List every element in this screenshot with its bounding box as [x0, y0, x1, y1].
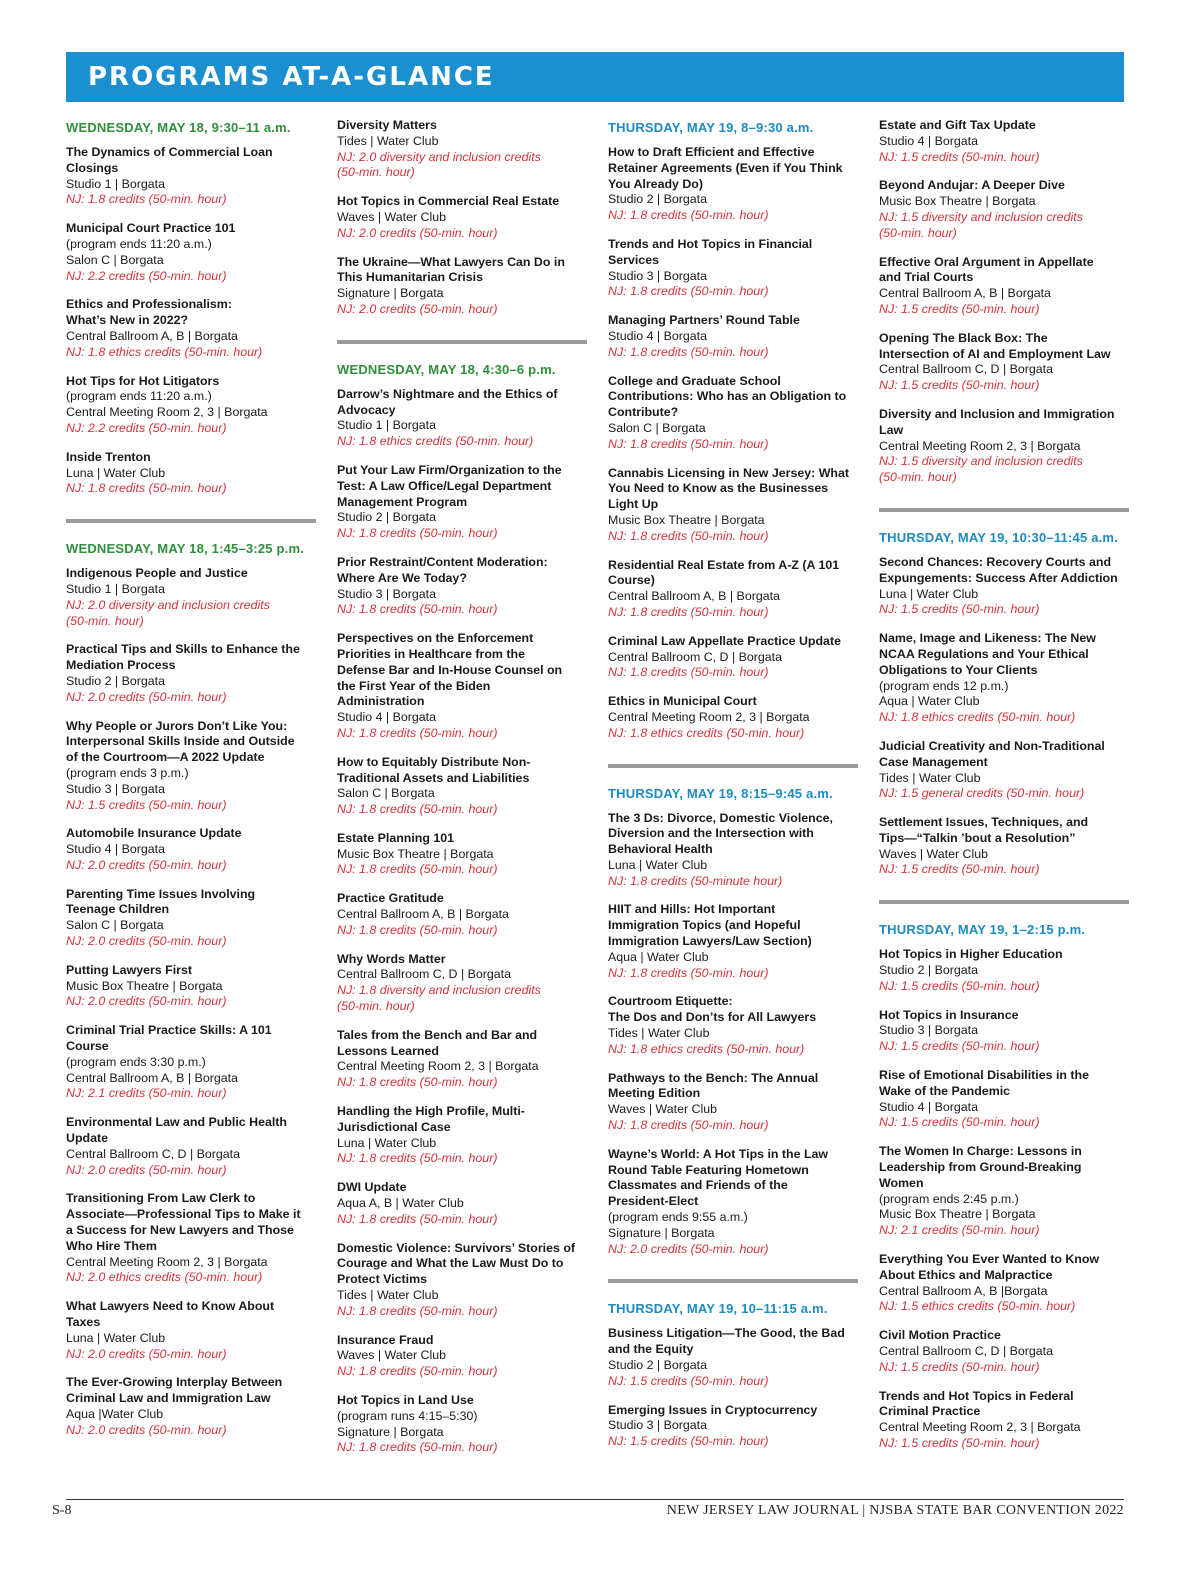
program-entry: [337, 1028, 587, 1091]
program-entry: [608, 1403, 858, 1450]
program-title: Criminal Law Appellate Practice Update: [608, 633, 841, 648]
program-title: Put Your Law Firm/Organization to the Test: A Law Office/Legal Department Management Program: [337, 462, 562, 509]
program-title: College and Graduate School Contributions: Who has an Obligation to Contribute?: [608, 373, 847, 420]
program-entry: [337, 631, 587, 742]
program-venue: Central Ballroom A, B | Borgata: [879, 286, 1051, 301]
program-title: Parenting Time Issues Involving Teenage Children: [66, 886, 256, 917]
program-entry: [337, 952, 587, 1015]
program-venue: Salon C | Borgata: [66, 918, 164, 933]
program-title: Cannabis Licensing in New Jersey: What You Need to Know as the Businesses Light Up: [608, 465, 849, 512]
program-entry: [879, 1389, 1129, 1452]
program-title: Second Chances: Recovery Courts and Expungements: Success After Addiction: [879, 554, 1118, 585]
program-venue: Studio 1 | Borgata: [66, 581, 165, 596]
program-credits: NJ: 1.8 credits (50-min. hour): [337, 526, 498, 541]
program-credits: NJ: 2.0 credits (50-min. hour): [337, 225, 498, 240]
program-venue: Central Ballroom C, D | Borgata: [66, 1146, 241, 1161]
program-credits: NJ: 1.8 credits (50-min. hour): [337, 1075, 498, 1090]
program-venue: Studio 3 | Borgata: [337, 586, 436, 601]
program-venue: Studio 4 | Borgata: [879, 1099, 978, 1114]
program-title: Insurance Fraud: [337, 1332, 434, 1347]
program-venue: Luna | Water Club: [66, 465, 166, 480]
program-title: Civil Motion Practice: [879, 1328, 1001, 1343]
program-note: (program runs 4:15–5:30): [337, 1408, 478, 1423]
program-entry: [879, 947, 1129, 994]
program-credits: NJ: 1.5 credits (50-min. hour): [879, 1436, 1040, 1450]
program-entry: [608, 902, 858, 981]
column-4: [879, 118, 1129, 1465]
program-title: Opening The Black Box: The Intersection of AI and Employment Law: [879, 330, 1111, 361]
program-venue: Luna | Water Club: [337, 1135, 437, 1150]
program-credits: NJ: 1.5 credits (50-min. hour): [879, 301, 1040, 316]
program-title: Transitioning From Law Clerk to Associate—Professional Tips to Make it a Success for New Lawyers and Those Who Hire Them: [66, 1191, 301, 1253]
program-entry: [66, 566, 316, 629]
program-entry: [608, 811, 858, 890]
program-credits: NJ: 1.5 credits (50-min. hour): [66, 797, 227, 812]
program-credits: NJ: 1.5 credits (50-min. hour): [879, 1039, 1040, 1054]
program-credits: NJ: 1.8 credits (50-min. hour): [66, 481, 227, 496]
session-heading: WEDNESDAY, MAY 18, 4:30–6 p.m.: [337, 361, 556, 377]
program-note: (program ends 12 p.m.): [879, 678, 1009, 693]
session-heading: THURSDAY, MAY 19, 10:30–11:45 a.m.: [879, 529, 1119, 545]
program-title: Name, Image and Likeness: The New NCAA Regulations and Your Ethical Obligations to Your Clients: [879, 631, 1096, 677]
session-divider: [337, 340, 587, 344]
program-title: Criminal Trial Practice Skills: A 101 Course: [66, 1023, 272, 1054]
program-note: (program ends 9:55 a.m.): [608, 1210, 748, 1225]
program-title: Hot Tips for Hot Litigators: [66, 373, 220, 388]
program-credits: NJ: 2.2 credits (50-min. hour): [66, 268, 227, 283]
program-credits: NJ: 2.0 credits (50-min. hour): [337, 301, 498, 316]
program-credits: NJ: 2.0 credits (50-min. hour): [66, 857, 227, 872]
program-venue: Central Ballroom A, B |Borgata: [879, 1283, 1048, 1298]
program-credits: NJ: 2.0 credits (50-min. hour): [66, 934, 227, 949]
program-title: Hot Topics in Land Use: [337, 1393, 474, 1407]
program-credits: NJ: 1.8 credits (50-min. hour): [608, 604, 769, 619]
session-divider: [608, 764, 858, 768]
program-title: HIIT and Hills: Hot Important Immigration Topics (and Hopeful Immigration Lawyers/Law Section): [608, 902, 812, 949]
program-entry: [608, 558, 858, 621]
column-1: [66, 118, 316, 1452]
program-entry: [608, 994, 858, 1057]
program-entry: [879, 739, 1129, 802]
program-venue: Studio 2 | Borgata: [879, 963, 978, 978]
program-entry: [66, 642, 316, 705]
program-credits: NJ: 1.8 credits (50-min. hour): [337, 862, 498, 877]
program-venue: Salon C | Borgata: [337, 786, 435, 801]
program-venue: Signature | Borgata: [337, 1424, 444, 1439]
program-credits: NJ: 1.8 credits (50-min. hour): [337, 1151, 498, 1166]
program-title: Domestic Violence: Survivors’ Stories of Courage and What the Law Must Do to Protect Victims: [337, 1240, 576, 1287]
program-venue: Luna | Water Club: [66, 1330, 166, 1345]
program-note: Aqua A, B | Water Club: [337, 1196, 464, 1211]
program-credits: NJ: 1.8 diversity and inclusion credits (50-min. hour): [337, 983, 541, 1014]
program-venue: Central Meeting Room 2, 3 | Borgata: [66, 1254, 268, 1269]
program-entry: [879, 631, 1129, 726]
program-title: What Lawyers Need to Know About Taxes: [66, 1299, 275, 1330]
program-title: Prior Restraint/Content Moderation: Where Are We Today?: [337, 554, 548, 585]
program-note: (program ends 11:20 a.m.): [66, 389, 212, 404]
program-credits: NJ: 2.0 credits (50-min. hour): [66, 1346, 227, 1361]
program-credits: NJ: 2.0 diversity and inclusion credits (50-min. hour): [337, 149, 541, 180]
program-venue: Waves | Water Club: [608, 1102, 718, 1117]
program-title: Why People or Jurors Don’t Like You: Interpersonal Skills Inside and Outside of the Courtroom—A 2022 Update: [66, 718, 295, 765]
program-title: Inside Trenton: [66, 449, 151, 464]
program-credits: NJ: 1.8 credits (50-min. hour): [608, 528, 769, 543]
program-title: Ethics in Municipal Court: [608, 694, 757, 709]
program-credits: NJ: 1.8 credits (50-min. hour): [337, 802, 498, 817]
program-venue: Central Meeting Room 2, 3 | Borgata: [66, 405, 268, 420]
program-venue: Tides | Water Club: [608, 1026, 710, 1041]
program-title: Residential Real Estate from A-Z (A 101 Course): [608, 557, 840, 588]
publication-name: NEW JERSEY LAW JOURNAL | NJSBA STATE BAR CONVENTION 2022: [666, 1503, 1124, 1518]
program-credits: NJ: 1.8 ethics credits (50-min. hour): [879, 710, 1076, 725]
program-credits: NJ: 2.0 credits (50-min. hour): [66, 689, 227, 704]
program-venue: Music Box Theatre | Borgata: [879, 1207, 1036, 1222]
program-credits: NJ: 1.8 credits (50-min. hour): [337, 602, 498, 617]
footer-rule: [66, 1499, 1124, 1500]
program-credits: NJ: 1.8 credits (50-min. hour): [608, 284, 769, 299]
program-venue: Tides | Water Club: [879, 770, 981, 785]
program-title: Hot Topics in Commercial Real Estate: [337, 194, 560, 209]
program-entry: [608, 634, 858, 681]
program-credits: NJ: 1.5 credits (50-min. hour): [879, 149, 1040, 164]
program-title: Estate and Gift Tax Update: [879, 118, 1036, 132]
program-venue: Central Meeting Room 2, 3 | Borgata: [879, 1420, 1081, 1435]
program-note: (program ends 11:20 a.m.): [66, 236, 212, 251]
program-title: Handling the High Profile, Multi- Jurisdictional Case: [337, 1104, 525, 1134]
program-credits: NJ: 1.8 ethics credits (50-min. hour): [66, 344, 263, 359]
program-title: Darrow’s Nightmare and the Ethics of Advocacy: [337, 386, 558, 417]
program-venue: Tides | Water Club: [337, 1288, 439, 1303]
program-entry: [879, 1008, 1129, 1055]
program-venue: Studio 4 | Borgata: [337, 710, 436, 725]
program-credits: NJ: 1.8 credits (50-min. hour): [337, 1211, 498, 1226]
program-venue: Salon C | Borgata: [66, 252, 164, 267]
program-credits: NJ: 1.8 ethics credits (50-min. hour): [337, 434, 534, 449]
program-entry: [337, 255, 587, 318]
program-venue: Signature | Borgata: [608, 1225, 715, 1240]
program-title: Managing Partners’ Round Table: [608, 313, 800, 328]
session-heading: THURSDAY, MAY 19, 8–9:30 a.m.: [608, 120, 814, 135]
program-venue: Studio 4 | Borgata: [879, 133, 978, 148]
program-venue: Luna | Water Club: [608, 857, 708, 872]
program-venue: Luna | Water Club: [879, 586, 979, 601]
program-venue: Music Box Theatre | Borgata: [337, 846, 494, 861]
section-banner: [66, 52, 1124, 102]
session-heading: WEDNESDAY, MAY 18, 9:30–11 a.m.: [66, 120, 291, 135]
program-credits: NJ: 2.0 credits (50-min. hour): [66, 994, 227, 1009]
program-entry: [608, 1071, 858, 1134]
program-title: DWI Update: [337, 1180, 407, 1195]
program-entry: [879, 331, 1129, 394]
program-credits: NJ: 1.5 credits (50-min. hour): [879, 978, 1040, 993]
program-venue: Central Ballroom C, D | Borgata: [879, 362, 1054, 377]
program-venue: Central Ballroom C, D | Borgata: [337, 967, 512, 982]
program-venue: Music Box Theatre | Borgata: [66, 978, 223, 993]
program-entry: [337, 118, 587, 181]
program-entry: [337, 555, 587, 618]
session-heading: THURSDAY, MAY 19, 8:15–9:45 a.m.: [608, 785, 833, 801]
program-venue: Studio 4 | Borgata: [66, 842, 165, 857]
program-entry: [66, 1191, 316, 1286]
page-title: PROGRAMS AT-A-GLANCE: [88, 62, 495, 92]
session-heading: THURSDAY, MAY 19, 10–11:15 a.m.: [608, 1301, 828, 1317]
program-credits: NJ: 1.5 credits (50-min. hour): [608, 1373, 769, 1388]
program-entry: [879, 1328, 1129, 1375]
program-venue: Central Ballroom A, B | Borgata: [608, 589, 780, 604]
program-credits: NJ: 1.5 credits (50-min. hour): [608, 1434, 769, 1449]
program-entry: [337, 1180, 587, 1227]
program-title: Environmental Law and Public Health Update: [66, 1115, 288, 1146]
program-venue: Studio 2 | Borgata: [66, 673, 165, 688]
program-venue: Central Ballroom C, D | Borgata: [879, 1344, 1054, 1359]
program-title: Hot Topics in Insurance: [879, 1007, 1019, 1022]
program-credits: NJ: 1.5 credits (50-min. hour): [879, 1115, 1040, 1130]
program-venue: Central Meeting Room 2, 3 | Borgata: [337, 1059, 539, 1074]
program-entry: [66, 1023, 316, 1102]
program-entry: [608, 374, 858, 453]
program-title: The 3 Ds: Divorce, Domestic Violence, Diversion and the Intersection with Behavioral Health: [608, 810, 833, 857]
program-note: (program ends 2:45 p.m.): [879, 1191, 1019, 1206]
column-2: [337, 118, 587, 1469]
program-venue: Studio 4 | Borgata: [608, 328, 707, 343]
program-entry: [337, 1333, 587, 1380]
program-title: Judicial Creativity and Non-Traditional Case Management: [879, 738, 1105, 769]
program-credits: NJ: 1.8 credits (50-min. hour): [337, 1440, 498, 1455]
program-credits: NJ: 2.0 credits (50-min. hour): [608, 1241, 769, 1256]
program-entry: [879, 118, 1129, 165]
program-title: Diversity Matters: [337, 118, 437, 132]
program-venue: Studio 2 | Borgata: [608, 192, 707, 207]
program-credits: NJ: 1.8 ethics credits (50-min. hour): [608, 725, 805, 740]
program-venue: Central Ballroom A, B | Borgata: [66, 328, 238, 343]
program-venue: Studio 2 | Borgata: [608, 1358, 707, 1373]
program-credits: NJ: 1.5 credits (50-min. hour): [879, 1359, 1040, 1374]
program-venue: Studio 2 | Borgata: [337, 510, 436, 525]
program-venue: Aqua | Water Club: [608, 949, 709, 964]
program-entry: [879, 1068, 1129, 1131]
program-venue: Central Meeting Room 2, 3 | Borgata: [879, 438, 1081, 453]
program-entry: [66, 719, 316, 814]
program-title: Rise of Emotional Disabilities in the Wake of the Pandemic: [879, 1068, 1089, 1098]
program-title: Courtroom Etiquette: The Dos and Don’ts for All Lawyers: [608, 994, 817, 1025]
page-number: S-8: [52, 1503, 72, 1518]
program-credits: NJ: 2.0 credits (50-min. hour): [66, 1422, 227, 1437]
program-title: Practice Gratitude: [337, 891, 444, 906]
program-entry: [879, 1144, 1129, 1239]
program-title: How to Equitably Distribute Non- Traditional Assets and Liabilities: [337, 754, 531, 785]
program-credits: NJ: 1.8 credits (50-min. hour): [608, 665, 769, 680]
program-title: Diversity and Inclusion and Immigration Law: [879, 406, 1115, 437]
program-credits: NJ: 1.8 credits (50-minute hour): [608, 873, 783, 888]
session-divider: [608, 1279, 858, 1283]
program-venue: Tides | Water Club: [337, 133, 439, 148]
program-title: The Women In Charge: Lessons in Leadership from Ground-Breaking Women: [879, 1144, 1082, 1190]
program-title: The Ever-Growing Interplay Between Criminal Law and Immigration Law: [66, 1375, 283, 1406]
program-venue: Central Meeting Room 2, 3 | Borgata: [608, 709, 810, 724]
program-entry: [337, 1241, 587, 1320]
program-credits: NJ: 1.8 credits (50-min. hour): [608, 344, 769, 359]
program-venue: Aqua | Water Club: [879, 694, 980, 709]
program-entry: [608, 466, 858, 545]
program-title: Settlement Issues, Techniques, and Tips—“Talkin ’bout a Resolution”: [879, 815, 1089, 845]
program-entry: [337, 755, 587, 818]
program-credits: NJ: 1.5 credits (50-min. hour): [879, 378, 1040, 393]
program-entry: [337, 194, 587, 241]
program-entry: [66, 450, 316, 497]
program-venue: Central Ballroom A, B | Borgata: [337, 907, 509, 922]
program-venue: Music Box Theatre | Borgata: [608, 512, 765, 527]
program-title: Tales from the Bench and Bar and Lessons Learned: [337, 1027, 538, 1058]
program-entry: [879, 178, 1129, 241]
column-3: [608, 118, 858, 1463]
program-credits: NJ: 1.8 credits (50-min. hour): [608, 436, 769, 451]
program-note: (program ends 3 p.m.): [66, 765, 189, 780]
program-title: How to Draft Efficient and Effective Retainer Agreements (Even if You Think You Already Do): [608, 145, 843, 191]
program-credits: NJ: 1.8 credits (50-min. hour): [337, 922, 498, 937]
program-venue: Studio 3 | Borgata: [608, 1418, 707, 1433]
program-title: Estate Planning 101: [337, 830, 455, 845]
program-entry: [608, 145, 858, 224]
program-credits: NJ: 2.0 credits (50-min. hour): [66, 1162, 227, 1177]
program-title: Hot Topics in Higher Education: [879, 947, 1063, 962]
program-entry: [66, 374, 316, 437]
program-entry: [66, 221, 316, 284]
program-title: Municipal Court Practice 101: [66, 221, 236, 236]
program-title: Perspectives on the Enforcement Priorities in Healthcare from the Defense Bar and In-House Counsel on the First Year of the Biden Administration: [337, 631, 563, 709]
program-credits: NJ: 1.8 credits (50-min. hour): [337, 1364, 498, 1379]
program-credits: NJ: 1.8 credits (50-min. hour): [337, 725, 498, 740]
program-title: Business Litigation—The Good, the Bad and the Equity: [608, 1326, 845, 1357]
program-venue: Studio 3 | Borgata: [879, 1023, 978, 1038]
program-venue: Aqua |Water Club: [66, 1407, 164, 1421]
program-venue: Waves | Water Club: [337, 1348, 447, 1363]
program-entry: [66, 887, 316, 950]
program-entry: [337, 831, 587, 878]
session-divider: [879, 508, 1129, 512]
program-credits: NJ: 1.5 credits (50-min. hour): [879, 862, 1040, 877]
program-title: Emerging Issues in Cryptocurrency: [608, 1402, 818, 1417]
session-heading: THURSDAY, MAY 19, 1–2:15 p.m.: [879, 922, 1086, 938]
program-title: Ethics and Professionalism: What’s New in 2022?: [66, 297, 232, 328]
program-venue: Studio 3 | Borgata: [608, 268, 707, 283]
session-divider: [66, 519, 316, 523]
program-venue: Studio 1 | Borgata: [66, 176, 165, 191]
program-entry: [879, 555, 1129, 618]
program-entry: [337, 1104, 587, 1167]
program-credits: NJ: 2.0 diversity and inclusion credits (50-min. hour): [66, 597, 270, 628]
program-title: Putting Lawyers First: [66, 962, 192, 977]
program-entry: [608, 313, 858, 360]
program-credits: NJ: 1.8 credits (50-min. hour): [608, 1118, 769, 1133]
program-entry: [608, 694, 858, 741]
program-title: Effective Oral Argument in Appellate and Trial Courts: [879, 254, 1094, 285]
program-venue: Music Box Theatre | Borgata: [879, 194, 1036, 209]
program-entry: [66, 145, 316, 208]
program-title: Beyond Andujar: A Deeper Dive: [879, 178, 1065, 193]
program-credits: NJ: 1.8 credits (50-min. hour): [608, 208, 769, 223]
program-credits: NJ: 2.1 credits (50-min. hour): [879, 1223, 1040, 1238]
program-note: (program ends 3:30 p.m.): [66, 1054, 206, 1069]
program-entry: [608, 237, 858, 300]
program-credits: NJ: 2.0 ethics credits (50-min. hour): [66, 1270, 263, 1285]
program-credits: NJ: 1.5 credits (50-min. hour): [879, 602, 1040, 617]
program-credits: NJ: 1.8 credits (50-min. hour): [66, 192, 227, 207]
program-credits: NJ: 1.8 credits (50-min. hour): [337, 1303, 498, 1318]
program-entry: [608, 1326, 858, 1389]
program-venue: Central Ballroom A, B | Borgata: [66, 1070, 238, 1085]
program-title: The Ukraine—What Lawyers Can Do in This Humanitarian Crisis: [337, 254, 565, 285]
program-credits: NJ: 2.1 credits (50-min. hour): [66, 1086, 227, 1101]
program-title: Practical Tips and Skills to Enhance the Mediation Process: [66, 642, 300, 673]
program-entry: [66, 963, 316, 1010]
program-entry: [879, 255, 1129, 318]
program-title: Everything You Ever Wanted to Know About Ethics and Malpractice: [879, 1252, 1100, 1282]
program-venue: Waves | Water Club: [879, 846, 989, 861]
program-credits: NJ: 2.2 credits (50-min. hour): [66, 420, 227, 435]
program-entry: [66, 1299, 316, 1362]
program-title: Pathways to the Bench: The Annual Meeting Edition: [608, 1070, 819, 1101]
program-title: Trends and Hot Topics in Federal Criminal Practice: [879, 1388, 1074, 1419]
program-title: Indigenous People and Justice: [66, 566, 248, 581]
program-entry: [66, 297, 316, 360]
program-venue: Studio 3 | Borgata: [66, 781, 165, 796]
program-title: Why Words Matter: [337, 951, 446, 966]
program-venue: Studio 1 | Borgata: [337, 418, 436, 433]
program-entry: [879, 407, 1129, 486]
program-credits: NJ: 1.5 diversity and inclusion credits (50-min. hour): [879, 454, 1083, 485]
program-entry: [879, 1252, 1129, 1315]
session-heading: WEDNESDAY, MAY 18, 1:45–3:25 p.m.: [66, 541, 305, 557]
program-entry: [879, 815, 1129, 878]
program-venue: Salon C | Borgata: [608, 420, 706, 435]
program-credits: NJ: 1.5 ethics credits (50-min. hour): [879, 1299, 1076, 1314]
program-venue: Signature | Borgata: [337, 286, 444, 301]
program-entry: [66, 1115, 316, 1178]
program-title: Trends and Hot Topics in Financial Services: [608, 236, 813, 267]
program-venue: Central Ballroom C, D | Borgata: [608, 649, 783, 664]
program-credits: NJ: 1.5 general credits (50-min. hour): [879, 786, 1085, 801]
program-title: The Dynamics of Commercial Loan Closings: [66, 145, 273, 175]
program-credits: NJ: 1.5 diversity and inclusion credits (50-min. hour): [879, 209, 1083, 240]
program-credits: NJ: 1.8 ethics credits (50-min. hour): [608, 1041, 805, 1056]
program-entry: [337, 463, 587, 542]
program-venue: Waves | Water Club: [337, 209, 447, 224]
program-entry: [337, 387, 587, 450]
program-credits: NJ: 1.8 credits (50-min. hour): [608, 965, 769, 980]
program-entry: [66, 1375, 316, 1438]
program-title: Wayne’s World: A Hot Tips in the Law Round Table Featuring Hometown Classmates and Friends of the President-Elect: [608, 1146, 829, 1209]
program-entry: [337, 1393, 587, 1456]
program-entry: [66, 826, 316, 873]
program-title: Automobile Insurance Update: [66, 826, 242, 841]
session-divider: [879, 900, 1129, 904]
program-entry: [337, 891, 587, 938]
program-entry: [608, 1147, 858, 1258]
